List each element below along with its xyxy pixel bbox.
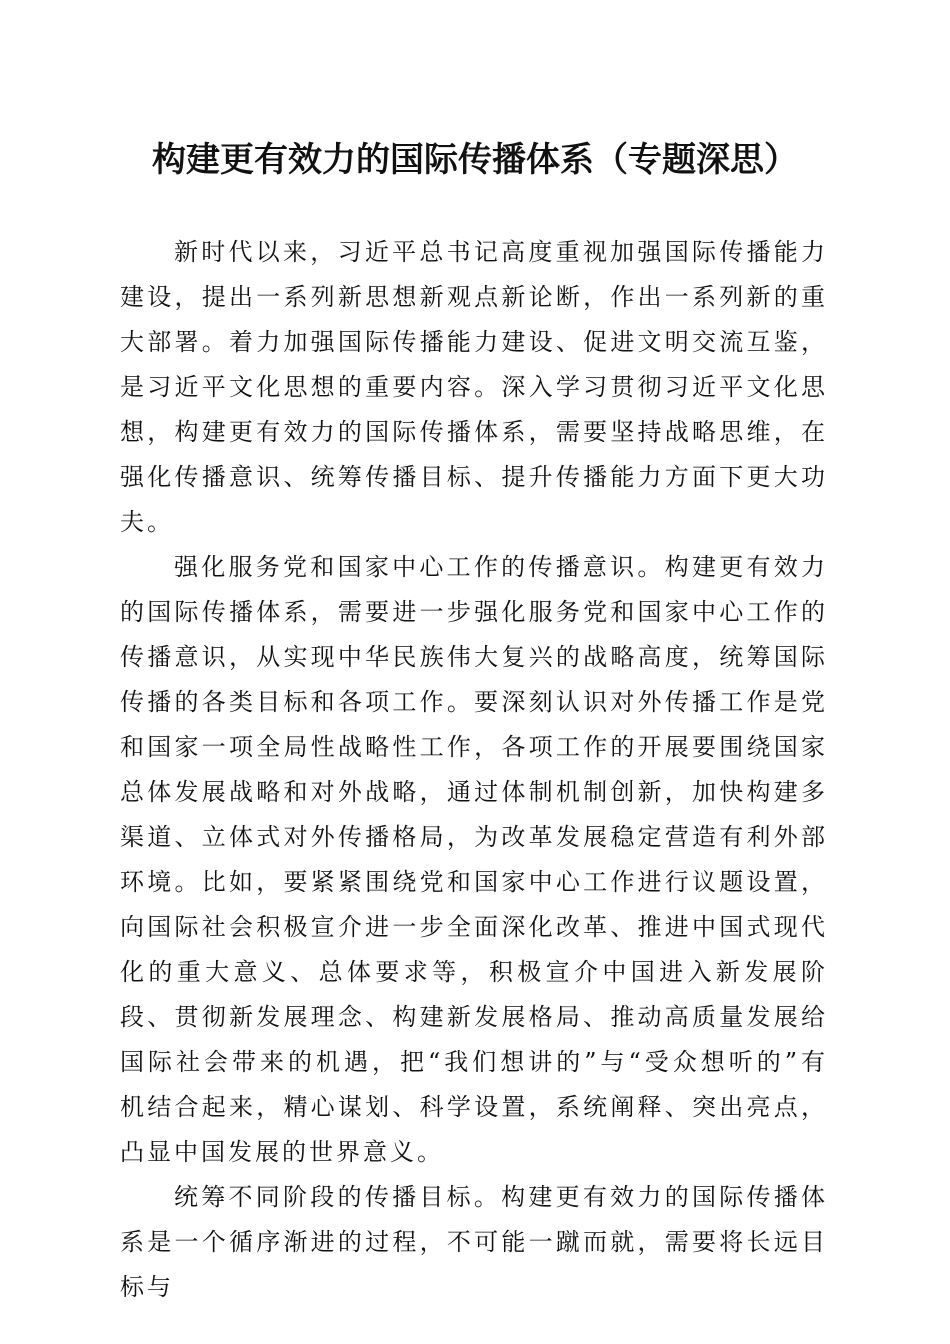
paragraph-communication-awareness: 强化服务党和国家中心工作的传播意识。构建更有效力的国际传播体系，需要进一步强化服务党和国家中心工作的传播意识，从实现中华民族伟大复兴的战略高度，统筹国际传播的各类目标和各项工作。要深刻认识对外传播工作是党和国家一项全局性战略性工作，各项工作的开展要围绕国家总体发展战略和对外战略，通过体制机制创新，加快构建多渠道、立体式对外传播格局，为改革发展稳定营造有利外部环境。比如，要紧紧围绕党和国家中心工作进行议题设置，向国际社会积极宣介进一步全面深化改革、推进中国式现代化的重大意义、总体要求等，积极宣介中国进入新发展阶段、贯彻新发展理念、构建新发展格局、推动高质量发展给国际社会带来的机遇，把“我们想讲的”与“受众想听的”有机结合起来，精心谋划、科学设置，系统阐释、突出亮点，凸显中国发展的世界意义。 [120,553,828,1166]
paragraph-stage-goals: 统筹不同阶段的传播目标。构建更有效力的国际传播体系是一个循序渐进的过程，不可能一蹴而就，需要将长远目标与 [120,1183,828,1301]
document-body [120,230,828,1310]
paragraph-intro: 新时代以来，习近平总书记高度重视加强国际传播能力建设，提出一系列新思想新观点新论断，作出一系列新的重大部署。着力加强国际传播能力建设、促进文明交流互鉴，是习近平文化思想的重要内容。深入学习贯彻习近平文化思想，构建更有效力的国际传播体系，需要坚持战略思维，在强化传播意识、统筹传播目标、提升传播能力方面下更大功夫。 [120,238,828,536]
document-title: 构建更有效力的国际传播体系（专题深思） [152,140,798,180]
